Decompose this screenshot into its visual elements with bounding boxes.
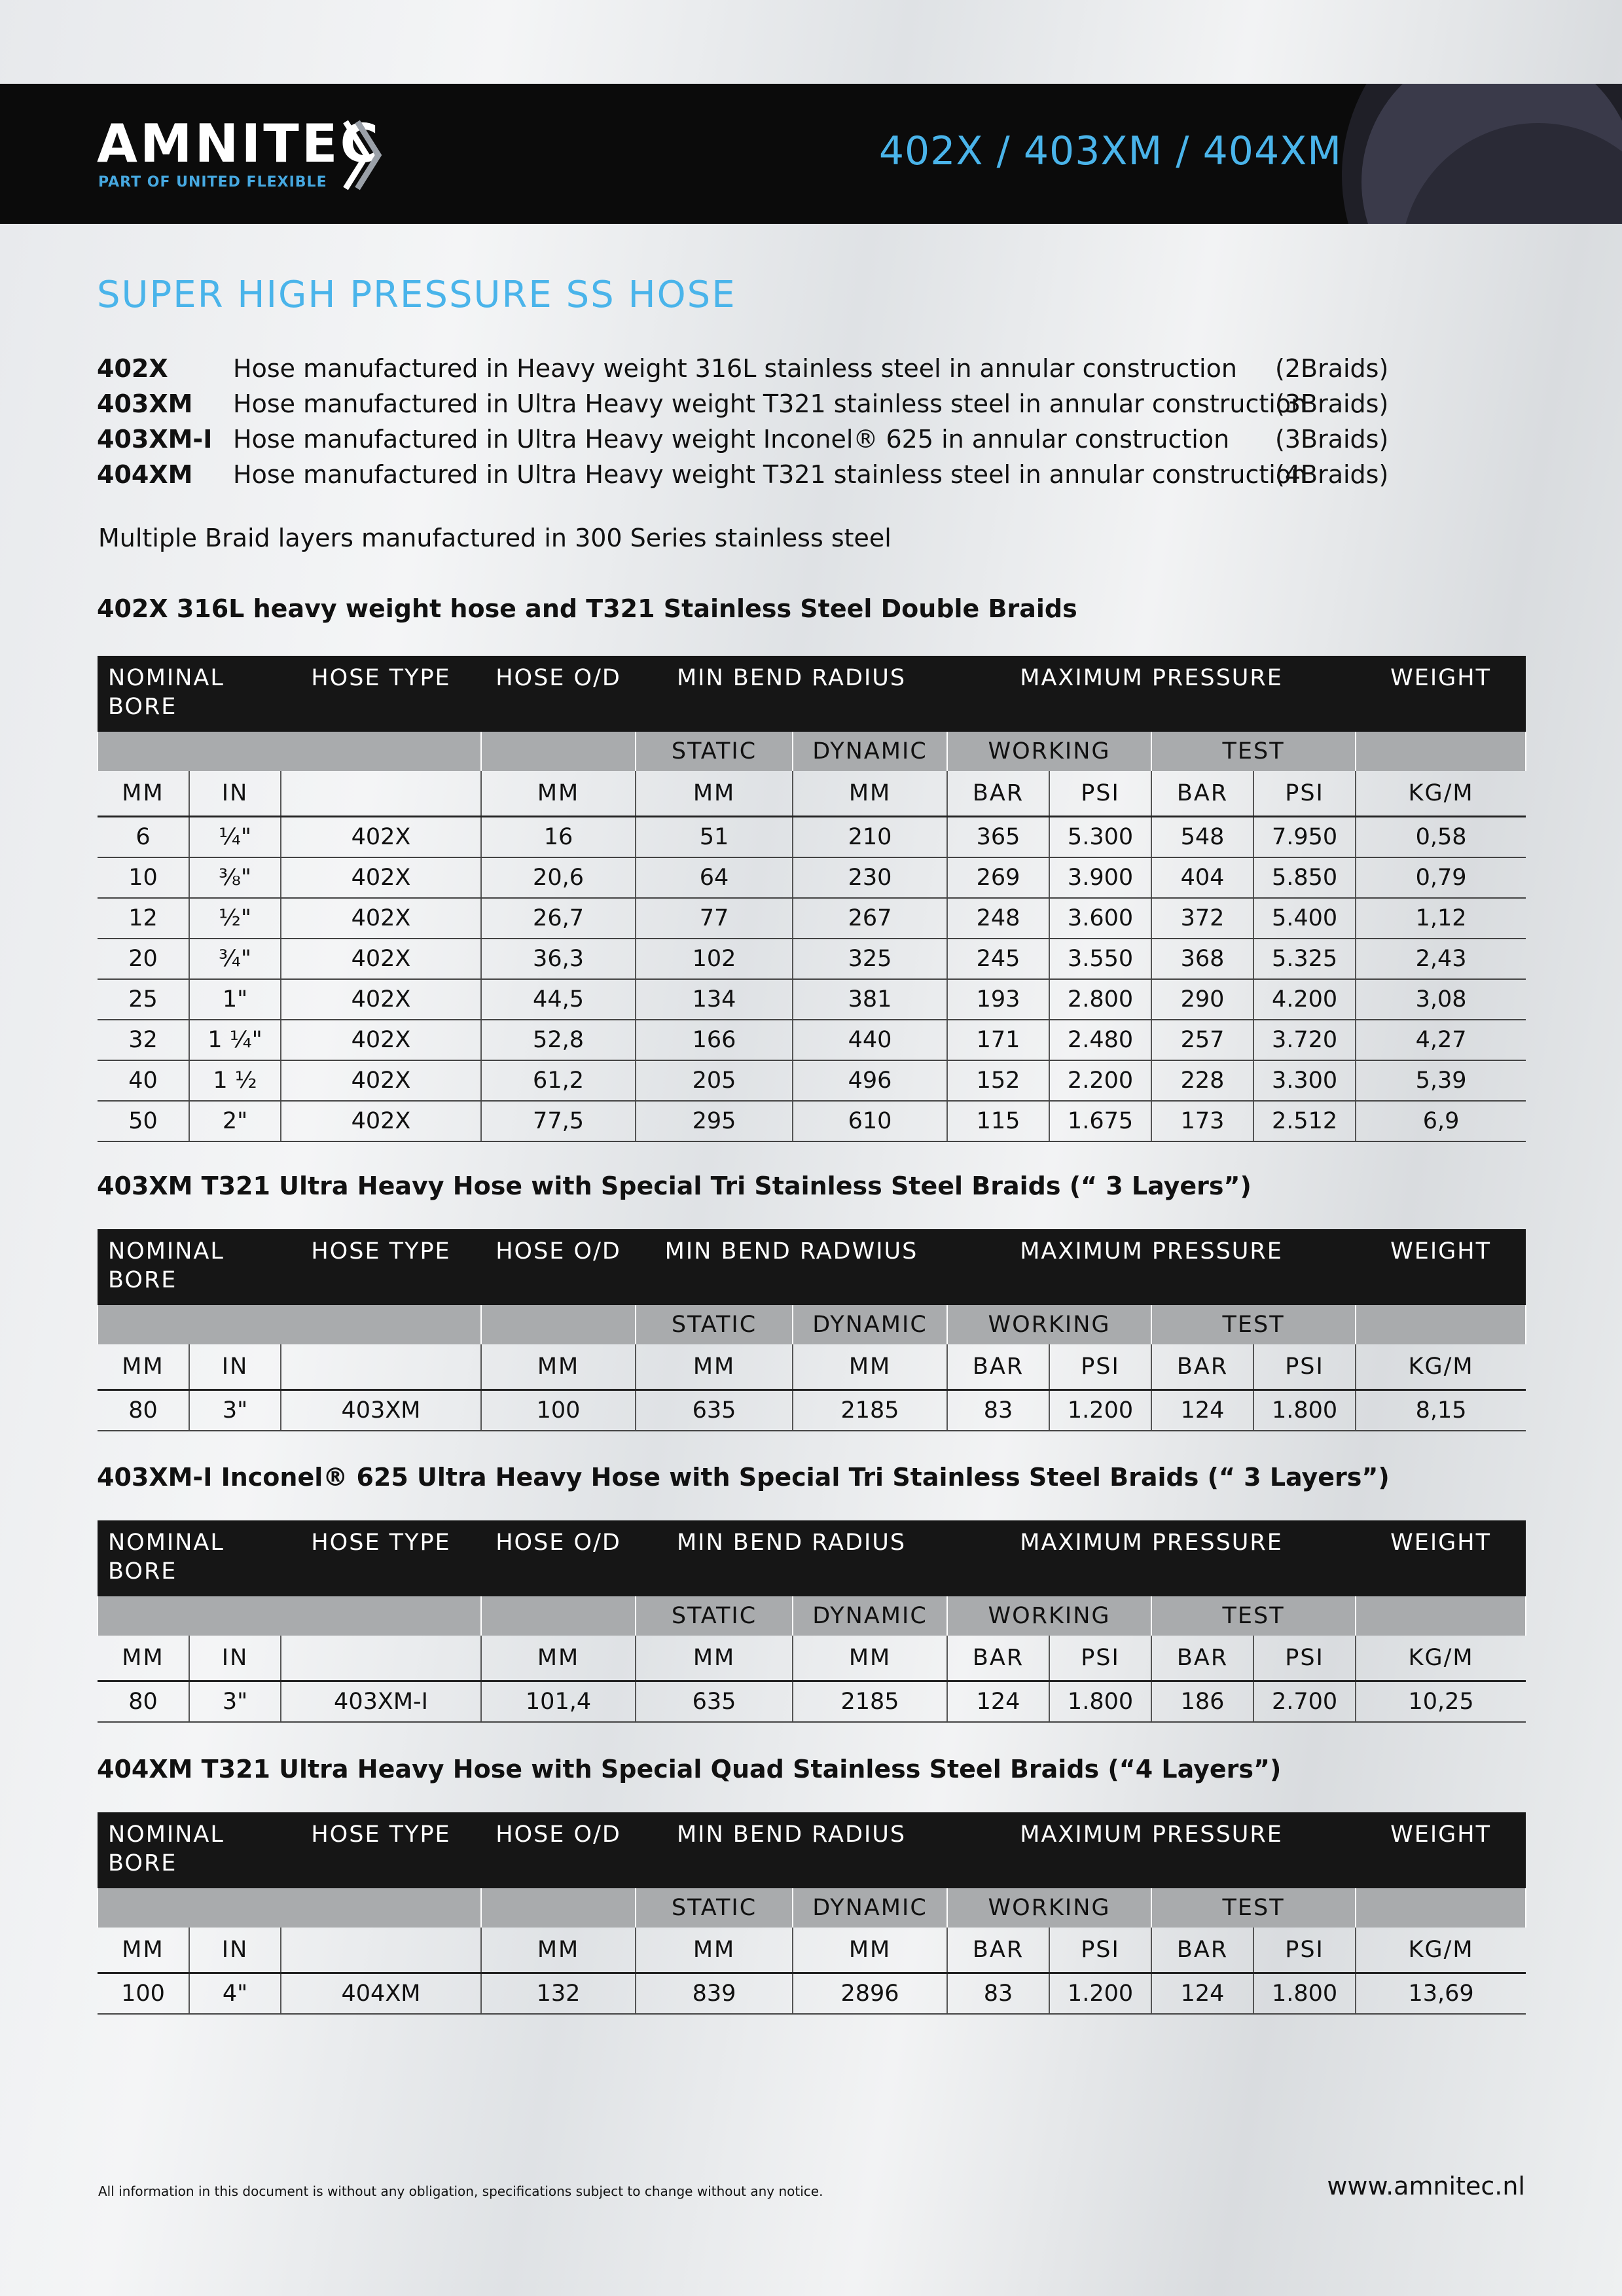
table-cell: 5.400 [1253,898,1356,939]
table-cell: 80 [98,1390,189,1431]
table-subheader-row [98,1596,1526,1636]
unit-cell: MM [636,1928,793,1973]
unit-cell: MM [636,1344,793,1390]
unit-cell: MM [98,1344,189,1390]
subheader-cell [98,732,481,771]
unit-cell: MM [793,1344,947,1390]
table-cell: 245 [947,939,1049,979]
table-header-row [98,1229,1526,1305]
unit-cell: KG/M [1356,1636,1526,1681]
table-cell: 269 [947,857,1049,898]
table-cell: 3.720 [1253,1020,1356,1060]
table-cell: 16 [481,817,636,858]
unit-cell: KG/M [1356,771,1526,817]
table-cell: 7.950 [1253,817,1356,858]
table-row [98,1390,1526,1431]
unit-cell [281,1636,481,1681]
table-cell: 173 [1151,1101,1253,1141]
subheader-cell: STATIC [636,732,793,771]
header-maximum-pressure: MAXIMUM PRESSURE [947,1812,1356,1888]
table-cell: 1 ½ [189,1060,281,1101]
unit-cell: BAR [1151,1928,1253,1973]
subheader-cell: TEST [1151,1305,1356,1344]
unit-cell: BAR [947,1928,1049,1973]
unit-cell [281,771,481,817]
table-header-row [98,1520,1526,1596]
subheader-cell: WORKING [947,732,1151,771]
subheader-cell: STATIC [636,1596,793,1636]
table-cell: 635 [636,1681,793,1723]
description-braids: (2Braids) [1275,354,1389,383]
table-cell: 3.900 [1049,857,1151,898]
logo-tagline: PART OF UNITED FLEXIBLE [98,174,327,190]
table-cell: 403XM [281,1390,481,1431]
description-text: Hose manufactured in Ultra Heavy weight T321 stainless steel in annular construction [233,389,1307,418]
table-row [98,1060,1526,1101]
section-title-402x: 402X 316L heavy weight hose and T321 Stainless Steel Double Braids [97,594,1077,623]
table-cell: 100 [481,1390,636,1431]
table-cell: 402X [281,1060,481,1101]
table-row [98,1681,1526,1723]
subheader-cell [481,1596,636,1636]
header-maximum-pressure: MAXIMUM PRESSURE [947,1229,1356,1305]
table-cell: 5.300 [1049,817,1151,858]
table-cell: 290 [1151,979,1253,1020]
unit-cell: BAR [1151,1636,1253,1681]
table-cell: 402X [281,979,481,1020]
header-hose-type: HOSE TYPE [281,656,481,732]
subheader-cell: STATIC [636,1888,793,1928]
table-cell: 6 [98,817,189,858]
table-cell: 1.800 [1253,1973,1356,2015]
table-cell: 257 [1151,1020,1253,1060]
table-cell: 83 [947,1973,1049,2015]
unit-cell: MM [793,1636,947,1681]
table-cell: 3.600 [1049,898,1151,939]
table-cell: 325 [793,939,947,979]
logo-wordmark: AMNITEC [97,113,382,174]
table-cell: 3.550 [1049,939,1151,979]
table-cell: 403XM-I [281,1681,481,1723]
table-cell: 10 [98,857,189,898]
unit-cell: PSI [1253,1928,1356,1973]
table-cell: 2.480 [1049,1020,1151,1060]
footer-website: www.amnitec.nl [1327,2172,1525,2200]
spec-table-402x [97,656,1526,1142]
unit-cell: MM [793,1928,947,1973]
header-min-bend-radius: MIN BEND RADIUS [636,1812,947,1888]
table-subheader-row [98,732,1526,771]
table-cell: 2896 [793,1973,947,2015]
table-subheader-row [98,1888,1526,1928]
unit-cell: KG/M [1356,1928,1526,1973]
section-title-403xm: 403XM T321 Ultra Heavy Hose with Special Tri Stainless Steel Braids (“ 3 Layers”) [97,1172,1252,1200]
unit-cell: MM [98,1636,189,1681]
unit-cell: MM [98,771,189,817]
table-cell: ¾" [189,939,281,979]
table-cell: 635 [636,1390,793,1431]
subheader-cell: DYNAMIC [793,1888,947,1928]
table-cell: 248 [947,898,1049,939]
table-cell: 402X [281,898,481,939]
table-cell: 26,7 [481,898,636,939]
table-cell: 102 [636,939,793,979]
table-cell: 267 [793,898,947,939]
table-cell: 496 [793,1060,947,1101]
table-cell: 402X [281,1020,481,1060]
table-cell: 1.200 [1049,1973,1151,2015]
description-code: 403XM [97,389,193,418]
table-cell: 2.700 [1253,1681,1356,1723]
unit-cell: MM [481,771,636,817]
table-cell: 13,69 [1356,1973,1526,2015]
subheader-cell: DYNAMIC [793,1305,947,1344]
subheader-cell [98,1305,481,1344]
description-row [97,351,1406,386]
table-cell: 101,4 [481,1681,636,1723]
table-cell: 0,58 [1356,817,1526,858]
table-cell: 166 [636,1020,793,1060]
subheader-cell [1356,1305,1526,1344]
table-subheader-row [98,1305,1526,1344]
footer-disclaimer: All information in this document is without any obligation, specifications subject to change without any notice. [98,2183,823,2199]
table-cell: 2185 [793,1390,947,1431]
header-nominal-bore: NOMINAL BORE [98,1812,281,1888]
subheader-cell [481,732,636,771]
description-row [97,457,1406,492]
section-title-404xm: 404XM T321 Ultra Heavy Hose with Special Quad Stainless Steel Braids (“4 Layers”) [97,1755,1282,1784]
amnitec-logo [97,113,385,198]
table-cell: 365 [947,817,1049,858]
table-cell: 3" [189,1681,281,1723]
unit-cell: PSI [1253,1344,1356,1390]
header-maximum-pressure: MAXIMUM PRESSURE [947,1520,1356,1596]
table-cell: 12 [98,898,189,939]
subheader-cell: DYNAMIC [793,1596,947,1636]
subheader-cell: TEST [1151,1888,1356,1928]
table-cell: ½" [189,898,281,939]
description-code: 402X [97,354,168,383]
table-row [98,939,1526,979]
table-cell: 210 [793,817,947,858]
table-cell: 64 [636,857,793,898]
table-cell: 10,25 [1356,1681,1526,1723]
hose-descriptions [97,351,1406,492]
table-cell: 1.200 [1049,1390,1151,1431]
table-row [98,817,1526,858]
table-cell: 381 [793,979,947,1020]
header-hose-od: HOSE O/D [481,1520,636,1596]
table-cell: 3" [189,1390,281,1431]
unit-cell: IN [189,1928,281,1973]
header-hose-type: HOSE TYPE [281,1812,481,1888]
unit-cell: MM [481,1636,636,1681]
subheader-cell [481,1305,636,1344]
table-header-row [98,1812,1526,1888]
table-cell: 205 [636,1060,793,1101]
header-min-bend-radius: MIN BEND RADWIUS [636,1229,947,1305]
header-hose-od: HOSE O/D [481,656,636,732]
unit-cell: BAR [1151,771,1253,817]
table-cell: 20,6 [481,857,636,898]
description-row [97,386,1406,422]
unit-cell: MM [636,771,793,817]
header-weight: WEIGHT [1356,1520,1526,1596]
unit-cell: MM [481,1928,636,1973]
section-title-403xm-i: 403XM-I Inconel® 625 Ultra Heavy Hose with Special Tri Stainless Steel Braids (“ 3 Layers”) [97,1463,1390,1492]
table-cell: 548 [1151,817,1253,858]
subheader-cell [98,1596,481,1636]
table-cell: 115 [947,1101,1049,1141]
table-header-row [98,656,1526,732]
table-cell: 839 [636,1973,793,2015]
unit-cell: PSI [1253,771,1356,817]
spec-table-403xm-i [97,1520,1526,1723]
header-model-list: 402X / 403XM / 404XM [878,128,1342,174]
header-nominal-bore: NOMINAL BORE [98,1520,281,1596]
unit-cell: IN [189,1636,281,1681]
unit-cell: BAR [947,1344,1049,1390]
table-cell: 5.850 [1253,857,1356,898]
table-unit-row [98,1928,1526,1973]
description-row [97,422,1406,457]
header-hose-od: HOSE O/D [481,1229,636,1305]
table-cell: 4" [189,1973,281,2015]
table-cell: 36,3 [481,939,636,979]
description-text: Hose manufactured in Ultra Heavy weight T321 stainless steel in annular construction [233,460,1307,489]
table-cell: 83 [947,1390,1049,1431]
spec-table-403xm [97,1229,1526,1431]
table-cell: 80 [98,1681,189,1723]
unit-cell: PSI [1253,1636,1356,1681]
description-code: 404XM [97,460,193,489]
header-weight: WEIGHT [1356,1229,1526,1305]
table-cell: 171 [947,1020,1049,1060]
table-cell: 51 [636,817,793,858]
table-cell: 5,39 [1356,1060,1526,1101]
subheader-cell [1356,1596,1526,1636]
unit-cell: IN [189,771,281,817]
unit-cell: BAR [947,1636,1049,1681]
subheader-cell: TEST [1151,1596,1356,1636]
subheader-cell [1356,732,1526,771]
table-cell: 1 ¼" [189,1020,281,1060]
table-cell: 404 [1151,857,1253,898]
unit-cell: PSI [1049,1928,1151,1973]
braid-note: Multiple Braid layers manufactured in 300 Series stainless steel [98,524,892,552]
table-cell: ¼" [189,817,281,858]
logo-chevron-icon [340,119,386,191]
unit-cell [281,1344,481,1390]
table-cell: 1.800 [1253,1390,1356,1431]
table-cell: 124 [1151,1390,1253,1431]
table-cell: 230 [793,857,947,898]
table-cell: 44,5 [481,979,636,1020]
description-braids: (3Braids) [1275,389,1389,418]
description-braids: (3Braids) [1275,425,1389,454]
table-unit-row [98,1344,1526,1390]
table-cell: 2.512 [1253,1101,1356,1141]
table-cell: 404XM [281,1973,481,2015]
description-text: Hose manufactured in Heavy weight 316L stainless steel in annular construction [233,354,1237,383]
table-cell: 32 [98,1020,189,1060]
table-cell: 193 [947,979,1049,1020]
subheader-cell: DYNAMIC [793,732,947,771]
table-cell: 40 [98,1060,189,1101]
table-cell: 124 [947,1681,1049,1723]
unit-cell [281,1928,481,1973]
table-row [98,898,1526,939]
table-cell: 2" [189,1101,281,1141]
subheader-cell: TEST [1151,732,1356,771]
table-cell: 402X [281,939,481,979]
table-cell: 402X [281,857,481,898]
subheader-cell [98,1888,481,1928]
description-text: Hose manufactured in Ultra Heavy weight Inconel® 625 in annular construction [233,425,1230,454]
table-cell: 1" [189,979,281,1020]
unit-cell: MM [793,771,947,817]
subheader-cell [481,1888,636,1928]
unit-cell: MM [636,1636,793,1681]
table-cell: 8,15 [1356,1390,1526,1431]
table-cell: 1,12 [1356,898,1526,939]
subheader-cell: WORKING [947,1305,1151,1344]
table-cell: 2.800 [1049,979,1151,1020]
header-nominal-bore: NOMINAL BORE [98,656,281,732]
table-cell: 0,79 [1356,857,1526,898]
table-cell: 440 [793,1020,947,1060]
page-title: SUPER HIGH PRESSURE SS HOSE [97,274,736,316]
unit-cell: BAR [1151,1344,1253,1390]
table-cell: 295 [636,1101,793,1141]
description-braids: (4Braids) [1275,460,1389,489]
table-unit-row [98,771,1526,817]
description-code: 403XM-I [97,425,213,454]
table-cell: 3,08 [1356,979,1526,1020]
table-cell: 186 [1151,1681,1253,1723]
table-row [98,979,1526,1020]
unit-cell: KG/M [1356,1344,1526,1390]
header-weight: WEIGHT [1356,656,1526,732]
table-cell: 1.800 [1049,1681,1151,1723]
header-min-bend-radius: MIN BEND RADIUS [636,1520,947,1596]
unit-cell: PSI [1049,771,1151,817]
table-cell: 2185 [793,1681,947,1723]
table-cell: 2,43 [1356,939,1526,979]
header-maximum-pressure: MAXIMUM PRESSURE [947,656,1356,732]
table-cell: 25 [98,979,189,1020]
table-cell: 52,8 [481,1020,636,1060]
table-cell: 152 [947,1060,1049,1101]
unit-cell: BAR [947,771,1049,817]
table-row [98,1020,1526,1060]
table-cell: 368 [1151,939,1253,979]
table-cell: 61,2 [481,1060,636,1101]
table-row [98,1101,1526,1141]
table-cell: 20 [98,939,189,979]
table-cell: 402X [281,1101,481,1141]
table-cell: 6,9 [1356,1101,1526,1141]
header-weight: WEIGHT [1356,1812,1526,1888]
table-cell: 1.675 [1049,1101,1151,1141]
subheader-cell [1356,1888,1526,1928]
subheader-cell: WORKING [947,1596,1151,1636]
table-unit-row [98,1636,1526,1681]
header-nominal-bore: NOMINAL BORE [98,1229,281,1305]
unit-cell: PSI [1049,1636,1151,1681]
header-hose-od: HOSE O/D [481,1812,636,1888]
table-cell: 2.200 [1049,1060,1151,1101]
unit-cell: MM [98,1928,189,1973]
table-cell: 134 [636,979,793,1020]
unit-cell: MM [481,1344,636,1390]
header-hose-type: HOSE TYPE [281,1229,481,1305]
table-cell: ⅜" [189,857,281,898]
unit-cell: IN [189,1344,281,1390]
table-row [98,1973,1526,2015]
table-cell: 77,5 [481,1101,636,1141]
header-min-bend-radius: MIN BEND RADIUS [636,656,947,732]
table-cell: 402X [281,817,481,858]
table-row [98,857,1526,898]
table-cell: 100 [98,1973,189,2015]
table-cell: 372 [1151,898,1253,939]
table-cell: 132 [481,1973,636,2015]
table-cell: 4.200 [1253,979,1356,1020]
table-cell: 228 [1151,1060,1253,1101]
table-cell: 4,27 [1356,1020,1526,1060]
table-cell: 50 [98,1101,189,1141]
subheader-cell: WORKING [947,1888,1151,1928]
subheader-cell: STATIC [636,1305,793,1344]
table-cell: 77 [636,898,793,939]
unit-cell: PSI [1049,1344,1151,1390]
table-cell: 124 [1151,1973,1253,2015]
table-cell: 5.325 [1253,939,1356,979]
header-hose-type: HOSE TYPE [281,1520,481,1596]
spec-table-404xm [97,1812,1526,2015]
table-cell: 610 [793,1101,947,1141]
table-cell: 3.300 [1253,1060,1356,1101]
